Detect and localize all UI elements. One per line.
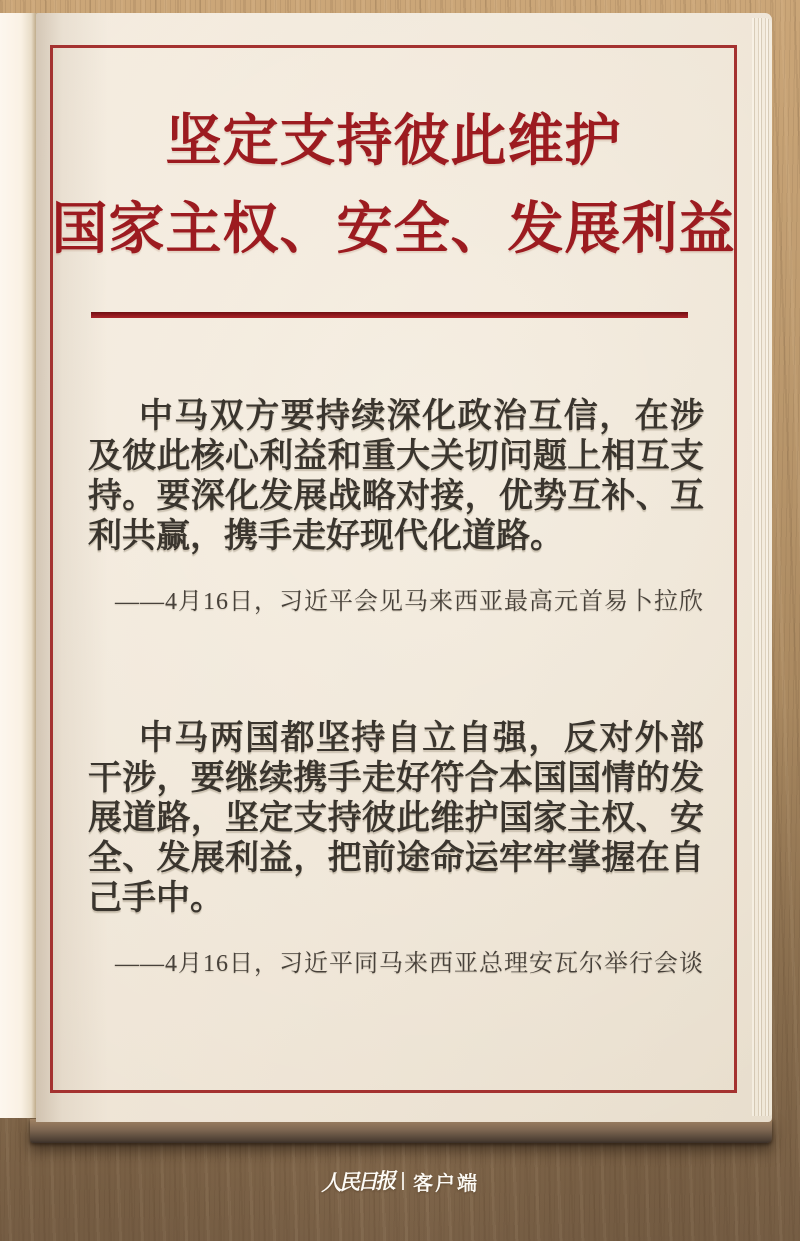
book-page [36,13,772,1122]
page-stack-edge [752,18,772,1116]
book-bottom-cover-edge [30,1119,772,1143]
title-divider-rule [91,312,688,318]
open-book [0,13,772,1145]
brand-divider-bar [402,1172,404,1190]
quote-paragraph-2: 中马两国都坚持自立自强，反对外部干涉，要继续携手走好符合本国国情的发展道路，坚定支持彼此维护国家主权、安全、发展利益，把前途命运牢牢掌握在自己手中。 [88,720,704,917]
left-page-edge [0,13,38,1118]
quote-paragraph-1: 中马双方要持续深化政治互信，在涉及彼此核心利益和重大关切问题上相互支持。要深化发展战略对接，优势互补、互利共赢，携手走好现代化道路。 [88,398,704,555]
title-line-2: 国家主权、安全、发展利益 [51,197,736,260]
poster-title [50,97,737,273]
brand-footer [0,1164,800,1198]
peoples-daily-script-logo: 人民日报 [320,1167,394,1196]
quote-attribution-2: ——4月16日，习近平同马来西亚总理安瓦尔举行会谈 [115,951,704,977]
title-line-1: 坚定支持彼此维护 [165,109,622,172]
client-app-label: 客户端 [413,1172,479,1195]
quote-attribution-1: ——4月16日，习近平会见马来西亚最高元首易卜拉欣 [115,589,704,615]
